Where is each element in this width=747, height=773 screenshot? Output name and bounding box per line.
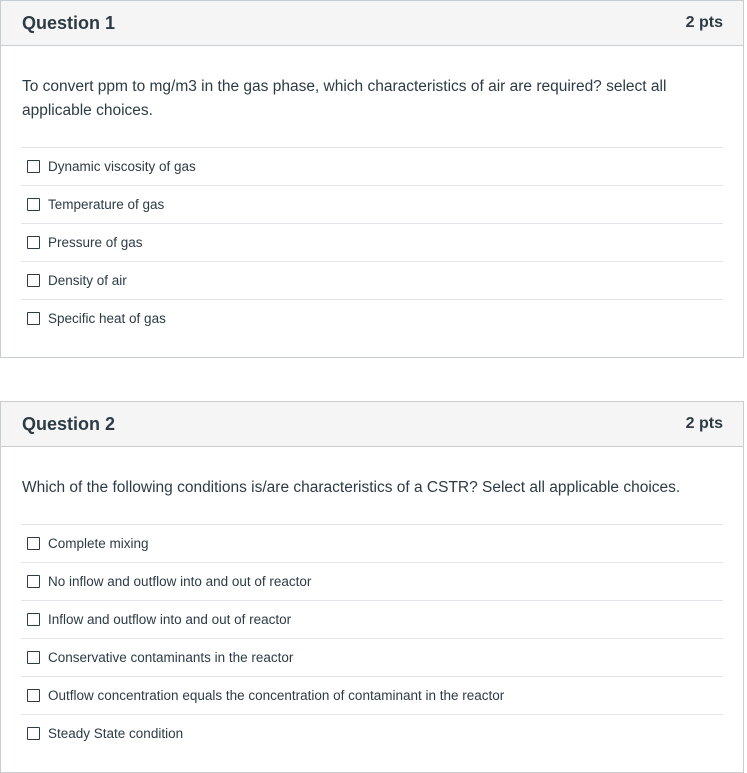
answer-label: Conservative contaminants in the reactor	[48, 650, 294, 665]
answer-option[interactable]	[21, 147, 723, 185]
answer-label: No inflow and outflow into and out of reactor	[48, 574, 312, 589]
answer-label: Dynamic viscosity of gas	[48, 159, 196, 174]
checkbox[interactable]	[27, 160, 40, 173]
checkbox[interactable]	[27, 727, 40, 740]
answer-option[interactable]	[21, 562, 723, 600]
checkbox[interactable]	[27, 689, 40, 702]
answer-label: Density of air	[48, 273, 127, 288]
answer-list	[21, 524, 723, 752]
question-text: Which of the following conditions is/are characteristics of a CSTR? Select all applicable choices.	[22, 479, 681, 496]
checkbox[interactable]	[27, 613, 40, 626]
answer-option[interactable]	[21, 223, 723, 261]
checkbox[interactable]	[27, 575, 40, 588]
question-points: 2 pts	[685, 415, 723, 432]
answer-option[interactable]	[21, 600, 723, 638]
checkbox[interactable]	[27, 312, 40, 325]
question-title: Question 2	[22, 413, 116, 434]
question-header	[1, 1, 743, 46]
question-header	[1, 402, 743, 447]
answer-option[interactable]	[21, 185, 723, 223]
answer-option[interactable]	[21, 714, 723, 752]
checkbox[interactable]	[27, 236, 40, 249]
question-card-1	[0, 0, 744, 358]
checkbox[interactable]	[27, 274, 40, 287]
answer-label: Complete mixing	[48, 536, 149, 551]
answer-option[interactable]	[21, 524, 723, 562]
answer-option[interactable]	[21, 299, 723, 337]
answer-option[interactable]	[21, 638, 723, 676]
answer-option[interactable]	[21, 261, 723, 299]
answer-label: Temperature of gas	[48, 197, 165, 212]
answer-option[interactable]	[21, 676, 723, 714]
question-points: 2 pts	[685, 14, 723, 31]
answer-label: Steady State condition	[48, 726, 184, 741]
answer-label: Specific heat of gas	[48, 311, 166, 326]
checkbox[interactable]	[27, 651, 40, 664]
answer-list	[21, 147, 723, 337]
checkbox[interactable]	[27, 198, 40, 211]
answer-label: Outflow concentration equals the concentration of contaminant in the reactor	[48, 688, 505, 703]
answer-label: Pressure of gas	[48, 235, 143, 250]
checkbox[interactable]	[27, 537, 40, 550]
question-card-2	[0, 401, 744, 773]
question-text: To convert ppm to mg/m3 in the gas phase, which characteristics of air are required? select all applicable choices.	[22, 78, 667, 119]
question-title: Question 1	[22, 12, 116, 33]
answer-label: Inflow and outflow into and out of reactor	[48, 612, 292, 627]
